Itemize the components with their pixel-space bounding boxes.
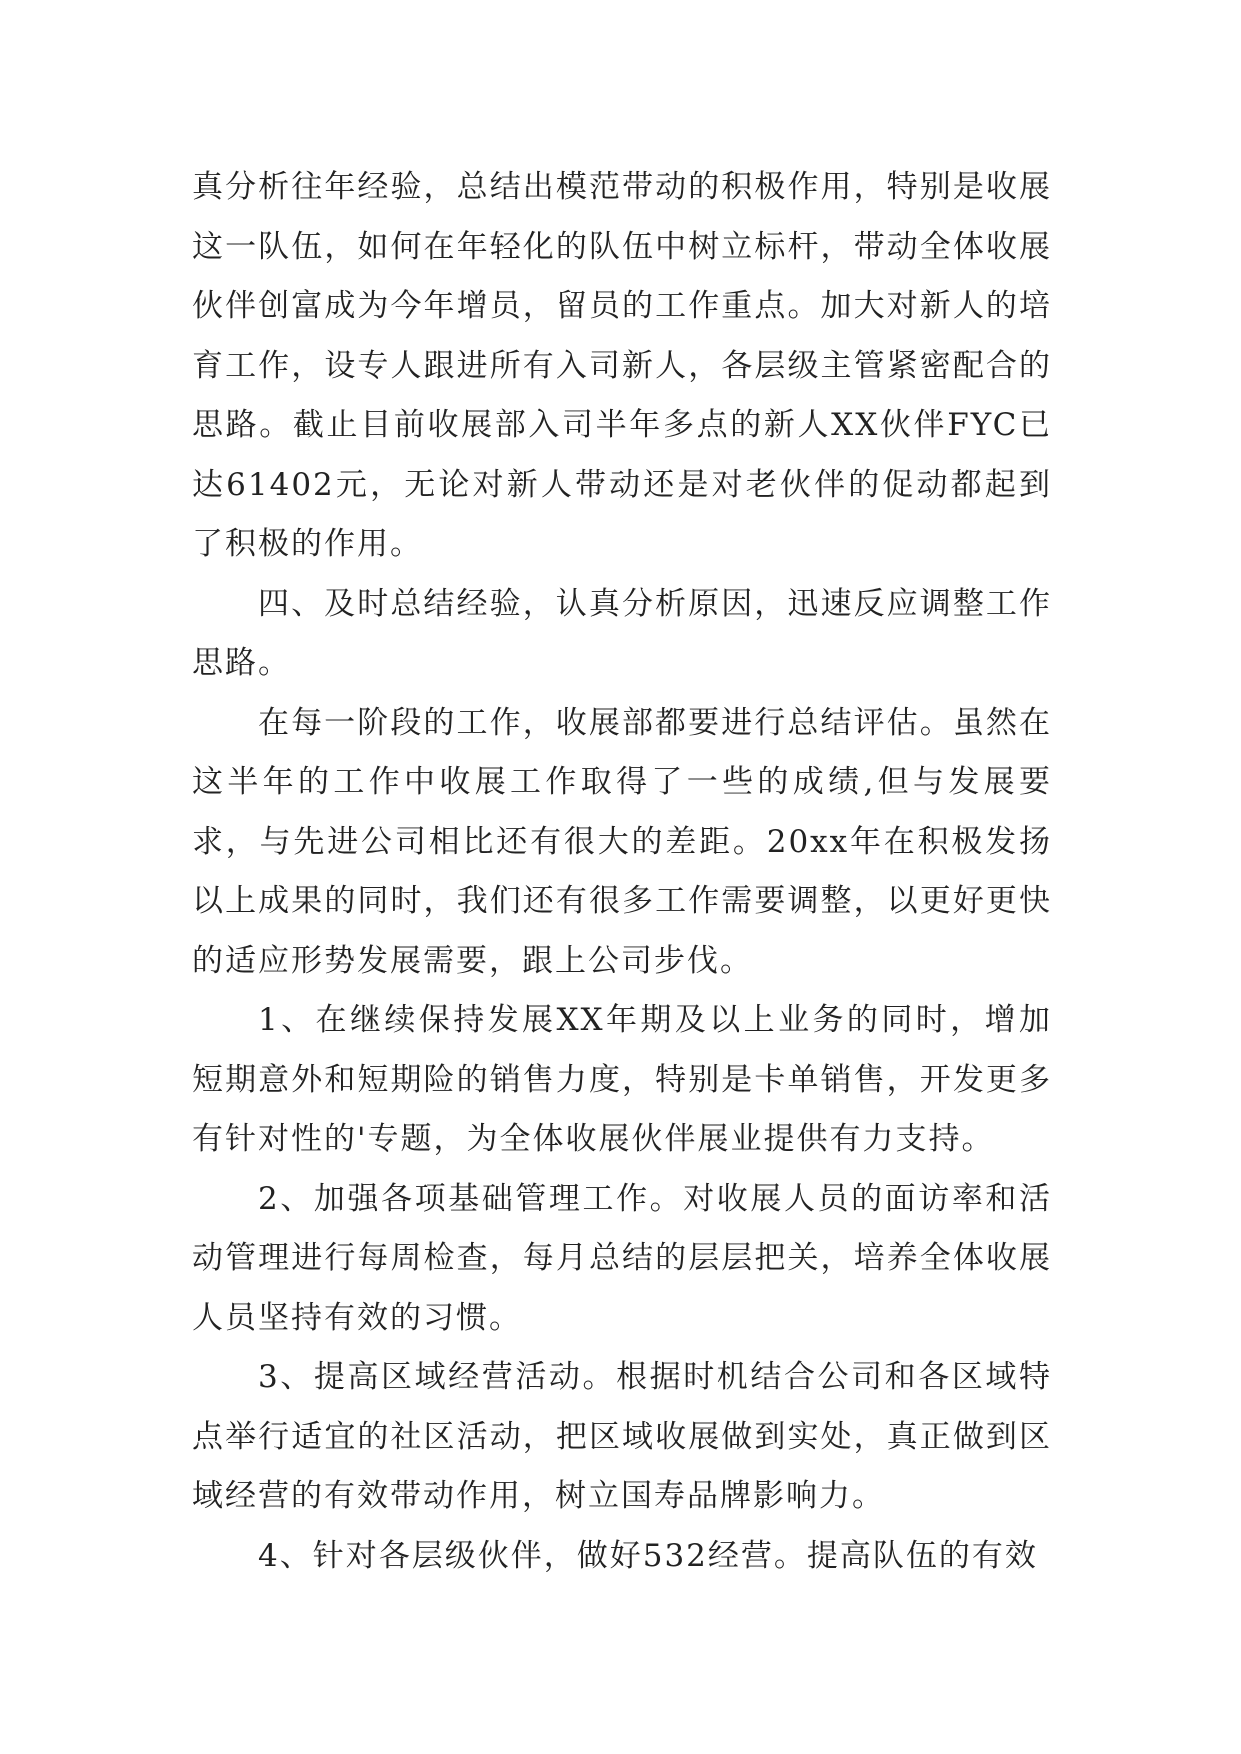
paragraph-4: 1、在继续保持发展XX年期及以上业务的同时，增加短期意外和短期险的销售力度，特别是卡单销售，开发更多有针对性的'专题，为全体收展伙伴展业提供有力支持。 — [192, 1002, 1052, 1157]
paragraph-3: 在每一阶段的工作，收展部都要进行总结评估。虽然在这半年的工作中收展工作取得了一些的成绩,但与发展要求，与先进公司相比还有很大的差距。20xx年在积极发扬以上成果的同时，我们还有很多工作需要调整，以更好更快的适应形势发展需要，跟上公司步伐。 — [192, 704, 1052, 979]
paragraph-6: 3、提高区域经营活动。根据时机结合公司和各区域特点举行适宜的社区活动，把区域收展做到实处，真正做到区域经营的有效带动作用，树立国寿品牌影响力。 — [192, 1359, 1052, 1514]
paragraph-2: 四、及时总结经验，认真分析原因，迅速反应调整工作思路。 — [192, 585, 1052, 681]
paragraph-5: 2、加强各项基础管理工作。对收展人员的面访率和活动管理进行每周检查，每月总结的层层把关，培养全体收展人员坚持有效的习惯。 — [192, 1180, 1052, 1336]
document-body — [192, 158, 1052, 1586]
paragraph-1: 真分析往年经验，总结出模范带动的积极作用，特别是收展这一队伍，如何在年轻化的队伍中树立标杆，带动全体收展伙伴创富成为今年增员，留员的工作重点。加大对新人的培育工作，设专人跟进所有入司新人，各层级主管紧密配合的思路。截止目前收展部入司半年多点的新人XX伙伴FYC已达61402元，无论对新人带动还是对老伙伴的促动都起到了积极的作用。 — [192, 169, 1052, 562]
paragraph-7: 4、针对各层级伙伴，做好532经营。提高队伍的有效 — [258, 1537, 1038, 1574]
